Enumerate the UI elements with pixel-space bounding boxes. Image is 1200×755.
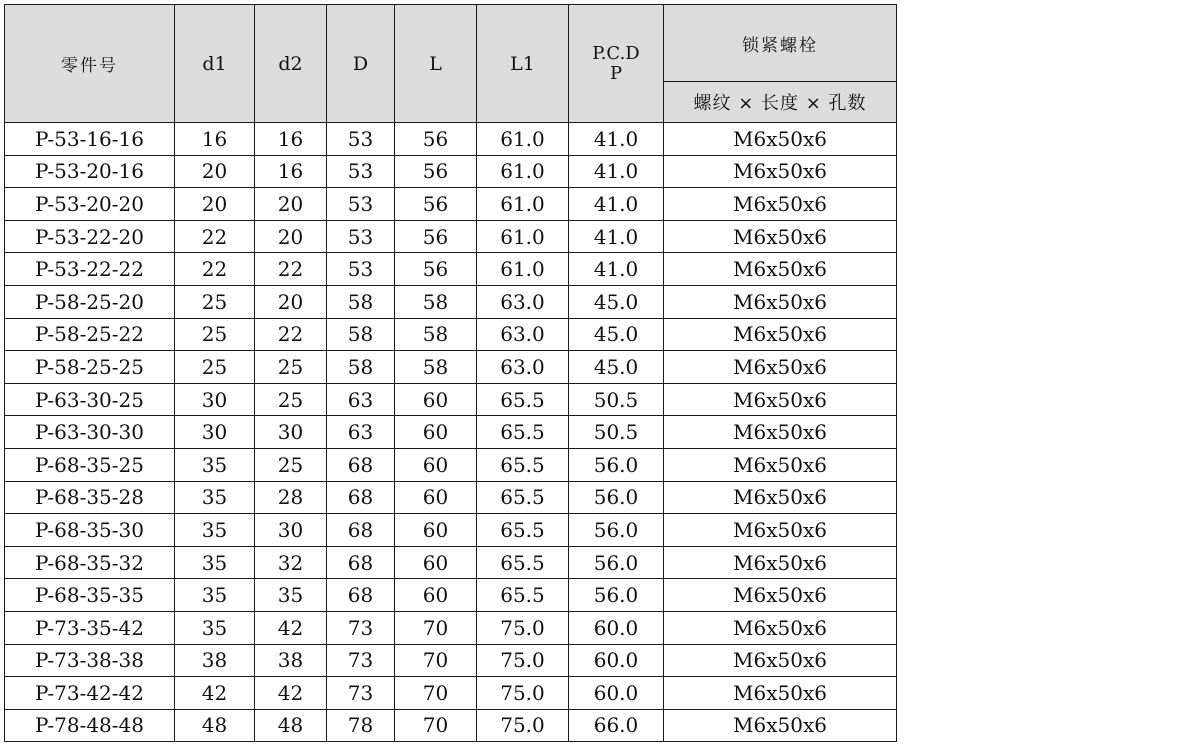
part-no-cell: P-53-20-20: [5, 188, 175, 221]
lock-bolt-cell: M6x50x6: [664, 155, 897, 188]
lock-bolt-cell: M6x50x6: [664, 383, 897, 416]
length-l1-cell: 61.0: [477, 188, 569, 221]
table-row: [5, 546, 897, 579]
outer-diameter-cell: 78: [327, 709, 395, 742]
d1-cell: 35: [175, 481, 255, 514]
header-d1: d1: [175, 5, 255, 123]
part-no-cell: P-68-35-32: [5, 546, 175, 579]
d1-cell: 16: [175, 123, 255, 156]
d2-cell: 38: [255, 644, 327, 677]
lock-bolt-cell: M6x50x6: [664, 579, 897, 612]
header-lock-bolt: 锁紧螺栓: [664, 5, 897, 82]
pcd-cell: 56.0: [569, 546, 664, 579]
d1-cell: 35: [175, 546, 255, 579]
outer-diameter-cell: 53: [327, 155, 395, 188]
length-l1-cell: 61.0: [477, 220, 569, 253]
lock-bolt-cell: M6x50x6: [664, 416, 897, 449]
part-no-cell: P-68-35-30: [5, 514, 175, 547]
length-cell: 58: [395, 318, 477, 351]
length-l1-cell: 75.0: [477, 611, 569, 644]
lock-bolt-cell: M6x50x6: [664, 351, 897, 384]
table-row: [5, 351, 897, 384]
part-no-cell: P-63-30-25: [5, 383, 175, 416]
outer-diameter-cell: 73: [327, 611, 395, 644]
lock-bolt-cell: M6x50x6: [664, 188, 897, 221]
length-l1-cell: 65.5: [477, 448, 569, 481]
length-cell: 60: [395, 416, 477, 449]
table-body: [5, 123, 897, 742]
outer-diameter-cell: 53: [327, 123, 395, 156]
lock-bolt-cell: M6x50x6: [664, 253, 897, 286]
outer-diameter-cell: 73: [327, 644, 395, 677]
outer-diameter-cell: 58: [327, 318, 395, 351]
length-cell: 56: [395, 155, 477, 188]
table-row: [5, 416, 897, 449]
d1-cell: 22: [175, 253, 255, 286]
length-l1-cell: 61.0: [477, 123, 569, 156]
d1-cell: 25: [175, 318, 255, 351]
length-cell: 70: [395, 611, 477, 644]
part-no-cell: P-73-35-42: [5, 611, 175, 644]
length-cell: 56: [395, 220, 477, 253]
length-l1-cell: 65.5: [477, 546, 569, 579]
length-cell: 56: [395, 123, 477, 156]
length-l1-cell: 65.5: [477, 481, 569, 514]
length-cell: 60: [395, 448, 477, 481]
d2-cell: 20: [255, 220, 327, 253]
outer-diameter-cell: 68: [327, 579, 395, 612]
table-row: [5, 481, 897, 514]
header-row: [5, 5, 897, 82]
d2-cell: 42: [255, 611, 327, 644]
d2-cell: 28: [255, 481, 327, 514]
lock-bolt-cell: M6x50x6: [664, 709, 897, 742]
part-no-cell: P-68-35-25: [5, 448, 175, 481]
d2-cell: 25: [255, 448, 327, 481]
d1-cell: 35: [175, 514, 255, 547]
pcd-cell: 45.0: [569, 318, 664, 351]
pcd-cell: 50.5: [569, 383, 664, 416]
pcd-cell: 45.0: [569, 351, 664, 384]
d1-cell: 35: [175, 579, 255, 612]
outer-diameter-cell: 68: [327, 448, 395, 481]
length-l1-cell: 61.0: [477, 155, 569, 188]
outer-diameter-cell: 63: [327, 416, 395, 449]
header-length-l1: L1: [477, 5, 569, 123]
header-lock-bolt-sub: 螺纹 × 长度 × 孔数: [664, 82, 897, 123]
d2-cell: 30: [255, 416, 327, 449]
table-row: [5, 579, 897, 612]
d1-cell: 35: [175, 448, 255, 481]
pcd-cell: 66.0: [569, 709, 664, 742]
length-l1-cell: 63.0: [477, 285, 569, 318]
part-no-cell: P-53-22-22: [5, 253, 175, 286]
part-no-cell: P-53-16-16: [5, 123, 175, 156]
lock-bolt-cell: M6x50x6: [664, 514, 897, 547]
table-row: [5, 123, 897, 156]
d2-cell: 20: [255, 285, 327, 318]
length-cell: 58: [395, 285, 477, 318]
length-cell: 70: [395, 709, 477, 742]
part-no-cell: P-78-48-48: [5, 709, 175, 742]
pcd-cell: 60.0: [569, 644, 664, 677]
outer-diameter-cell: 63: [327, 383, 395, 416]
part-no-cell: P-53-20-16: [5, 155, 175, 188]
outer-diameter-cell: 53: [327, 188, 395, 221]
length-cell: 56: [395, 253, 477, 286]
d1-cell: 20: [175, 155, 255, 188]
header-outer-diameter: D: [327, 5, 395, 123]
length-l1-cell: 65.5: [477, 416, 569, 449]
length-cell: 60: [395, 579, 477, 612]
header-pcd-line2: P: [609, 62, 623, 84]
length-l1-cell: 75.0: [477, 644, 569, 677]
d1-cell: 25: [175, 351, 255, 384]
table-header: [5, 5, 897, 123]
length-cell: 60: [395, 481, 477, 514]
table-row: [5, 644, 897, 677]
part-no-cell: P-58-25-20: [5, 285, 175, 318]
d2-cell: 30: [255, 514, 327, 547]
lock-bolt-cell: M6x50x6: [664, 285, 897, 318]
length-l1-cell: 63.0: [477, 318, 569, 351]
length-cell: 60: [395, 546, 477, 579]
length-cell: 60: [395, 383, 477, 416]
length-cell: 70: [395, 644, 477, 677]
table-row: [5, 514, 897, 547]
pcd-cell: 50.5: [569, 416, 664, 449]
d2-cell: 35: [255, 579, 327, 612]
table-row: [5, 383, 897, 416]
length-l1-cell: 75.0: [477, 677, 569, 710]
length-l1-cell: 75.0: [477, 709, 569, 742]
table-row: [5, 188, 897, 221]
length-cell: 56: [395, 188, 477, 221]
length-l1-cell: 65.5: [477, 514, 569, 547]
header-length: L: [395, 5, 477, 123]
length-cell: 58: [395, 351, 477, 384]
d1-cell: 35: [175, 611, 255, 644]
outer-diameter-cell: 53: [327, 253, 395, 286]
pcd-cell: 41.0: [569, 253, 664, 286]
d1-cell: 30: [175, 383, 255, 416]
spec-sheet: [4, 4, 896, 752]
lock-bolt-cell: M6x50x6: [664, 448, 897, 481]
pcd-cell: 56.0: [569, 579, 664, 612]
table-row: [5, 253, 897, 286]
pcd-cell: 41.0: [569, 188, 664, 221]
header-part-no: 零件号: [5, 5, 175, 123]
part-no-cell: P-53-22-20: [5, 220, 175, 253]
d2-cell: 16: [255, 123, 327, 156]
header-pcd: [569, 5, 664, 123]
part-no-cell: P-58-25-25: [5, 351, 175, 384]
length-l1-cell: 65.5: [477, 383, 569, 416]
d1-cell: 42: [175, 677, 255, 710]
pcd-cell: 56.0: [569, 514, 664, 547]
d1-cell: 20: [175, 188, 255, 221]
header-d2: d2: [255, 5, 327, 123]
d1-cell: 30: [175, 416, 255, 449]
d1-cell: 38: [175, 644, 255, 677]
length-l1-cell: 61.0: [477, 253, 569, 286]
outer-diameter-cell: 68: [327, 514, 395, 547]
d2-cell: 22: [255, 253, 327, 286]
lock-bolt-cell: M6x50x6: [664, 123, 897, 156]
pcd-cell: 56.0: [569, 448, 664, 481]
header-pcd-line1: P.C.D: [592, 42, 640, 64]
pcd-cell: 41.0: [569, 123, 664, 156]
part-no-cell: P-73-42-42: [5, 677, 175, 710]
lock-bolt-cell: M6x50x6: [664, 481, 897, 514]
d2-cell: 20: [255, 188, 327, 221]
lock-bolt-cell: M6x50x6: [664, 318, 897, 351]
table-row: [5, 285, 897, 318]
d2-cell: 16: [255, 155, 327, 188]
outer-diameter-cell: 73: [327, 677, 395, 710]
lock-bolt-cell: M6x50x6: [664, 644, 897, 677]
part-no-cell: P-63-30-30: [5, 416, 175, 449]
d1-cell: 48: [175, 709, 255, 742]
d2-cell: 22: [255, 318, 327, 351]
table-row: [5, 448, 897, 481]
outer-diameter-cell: 53: [327, 220, 395, 253]
table-row: [5, 155, 897, 188]
lock-bolt-cell: M6x50x6: [664, 220, 897, 253]
d1-cell: 25: [175, 285, 255, 318]
pcd-cell: 60.0: [569, 677, 664, 710]
lock-bolt-cell: M6x50x6: [664, 677, 897, 710]
outer-diameter-cell: 68: [327, 546, 395, 579]
outer-diameter-cell: 58: [327, 351, 395, 384]
d2-cell: 48: [255, 709, 327, 742]
part-no-cell: P-68-35-35: [5, 579, 175, 612]
length-l1-cell: 63.0: [477, 351, 569, 384]
outer-diameter-cell: 58: [327, 285, 395, 318]
part-no-cell: P-73-38-38: [5, 644, 175, 677]
length-l1-cell: 65.5: [477, 579, 569, 612]
d1-cell: 22: [175, 220, 255, 253]
length-cell: 70: [395, 677, 477, 710]
table-row: [5, 677, 897, 710]
lock-bolt-cell: M6x50x6: [664, 611, 897, 644]
part-no-cell: P-68-35-28: [5, 481, 175, 514]
d2-cell: 25: [255, 351, 327, 384]
pcd-cell: 41.0: [569, 155, 664, 188]
pcd-cell: 45.0: [569, 285, 664, 318]
table-row: [5, 318, 897, 351]
pcd-cell: 41.0: [569, 220, 664, 253]
table-row: [5, 220, 897, 253]
d2-cell: 32: [255, 546, 327, 579]
table-row: [5, 709, 897, 742]
length-cell: 60: [395, 514, 477, 547]
part-no-cell: P-58-25-22: [5, 318, 175, 351]
outer-diameter-cell: 68: [327, 481, 395, 514]
coupling-spec-table: [4, 4, 897, 742]
lock-bolt-cell: M6x50x6: [664, 546, 897, 579]
pcd-cell: 56.0: [569, 481, 664, 514]
table-row: [5, 611, 897, 644]
d2-cell: 42: [255, 677, 327, 710]
pcd-cell: 60.0: [569, 611, 664, 644]
d2-cell: 25: [255, 383, 327, 416]
